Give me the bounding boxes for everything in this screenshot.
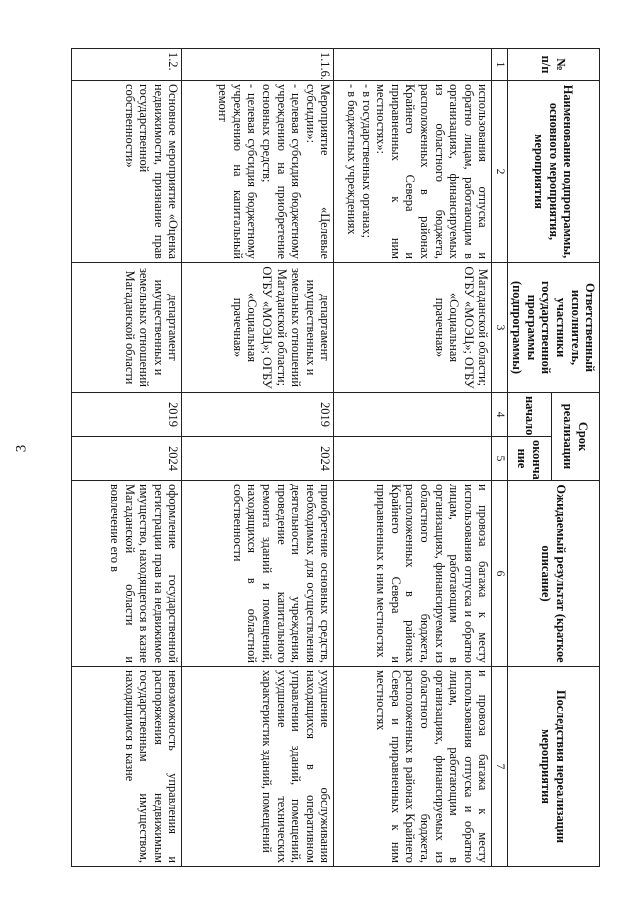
table-row <box>72 49 182 867</box>
header-expected: Ожидаемый результат (краткое описание) <box>508 481 600 667</box>
row-start: 2019 <box>72 393 182 437</box>
row-name-line: - в бюджетных учреждениях <box>345 84 360 235</box>
column-number: 7 <box>492 667 508 867</box>
header-start: начало <box>508 393 552 437</box>
row-expected: оформление государственной регистрации прав на недвижимое имущество, находящегося в казне Магаданской области и вовлечение его в <box>72 481 182 667</box>
column-number: 6 <box>492 481 508 667</box>
column-number: 2 <box>492 81 508 263</box>
row-end <box>334 437 492 481</box>
row-name-line: Мероприятие «Целевые субсидии»: <box>303 84 333 259</box>
header-row <box>552 49 600 867</box>
row-num <box>334 49 492 81</box>
row-expected: и провоза багажа к месту использования отпуска и обратно лицам, работающим в организациях, финансируемых из областного бюджета, расположенных в районах Крайнего Севера и приравненных к ним местностях <box>334 481 492 667</box>
row-end: 2024 <box>72 437 182 481</box>
column-number: 4 <box>492 393 508 437</box>
row-consequences: ухудшение обслуживания находящихся в оперативном управлении зданий, помещений, ухудшение технических характеристик зданий, помещений <box>182 667 334 867</box>
table-row <box>334 49 492 867</box>
header-responsible: Ответственный исполнитель, участники государственной программы (подпрограммы) <box>508 263 600 393</box>
header-consequences: Последствия нереализации мероприятия <box>508 667 600 867</box>
row-name-line: - в государственных органах; <box>359 84 374 239</box>
row-consequences: невозможность управления и распоряжения недвижимым государственным имуществом, находящимся в казне <box>72 667 182 867</box>
header-period: Срок реализации <box>552 393 600 481</box>
row-name-line: использования отпуска и обратно лицам, работающим в организациях, финансируемых из областного бюджета, расположенных в районах Крайнего Севера и приравненных к ним местностях»: <box>374 84 491 259</box>
row-name <box>182 81 334 263</box>
row-name <box>334 81 492 263</box>
rotated-page <box>108 48 600 866</box>
row-start: 2019 <box>182 393 334 437</box>
row-name <box>72 81 182 263</box>
page-number: 3 <box>13 444 30 453</box>
row-end: 2024 <box>182 437 334 481</box>
row-start <box>334 393 492 437</box>
row-name-line: Основное мероприятие «Оценка недвижимости, признание прав государственной собственности» <box>122 84 181 259</box>
row-expected: приобретение основных средств, необходимых для осуществления деятельности учреждения, проведение капитального ремонта зданий и помещений, находящихся в областной собственности <box>182 481 334 667</box>
column-number: 5 <box>492 437 508 481</box>
table-row <box>182 49 334 867</box>
header-end: оконча ние <box>508 437 552 481</box>
row-num: 1.1.6. <box>182 49 334 81</box>
header-name: Наименование подпрограммы, основного мероприятия, мероприятия <box>508 81 600 263</box>
row-num: 1.2. <box>72 49 182 81</box>
row-name-line: - целевая субсидия бюджетному учреждению на капитальный ремонт <box>216 84 260 259</box>
row-responsible: Магаданской области; ОГБУ «МОЭЦ»; ОГБУ «Социальная прачечная» <box>334 263 492 393</box>
row-responsible: департамент имущественных и земельных отношений Магаданской области <box>72 263 182 393</box>
row-responsible: департамент имущественных и земельных отношений Магаданской области; ОГБУ «МОЭЦ»; ОГБУ «Социальная прачечная» <box>182 263 334 393</box>
measures-table <box>71 48 600 867</box>
row-name-line: - целевая субсидия бюджетному учреждению на приобретение основных средств; <box>260 84 304 259</box>
column-number: 3 <box>492 263 508 393</box>
column-numbers-row <box>492 49 508 867</box>
row-consequences: и провоза багажа к месту использования отпуска и обратно лицам, работающим в организациях, финансируемых из областного бюджета, расположенных в районах Крайнего Севера и приравненных к ним местностях <box>334 667 492 867</box>
header-num: № п/п <box>508 49 600 81</box>
column-number: 1 <box>492 49 508 81</box>
